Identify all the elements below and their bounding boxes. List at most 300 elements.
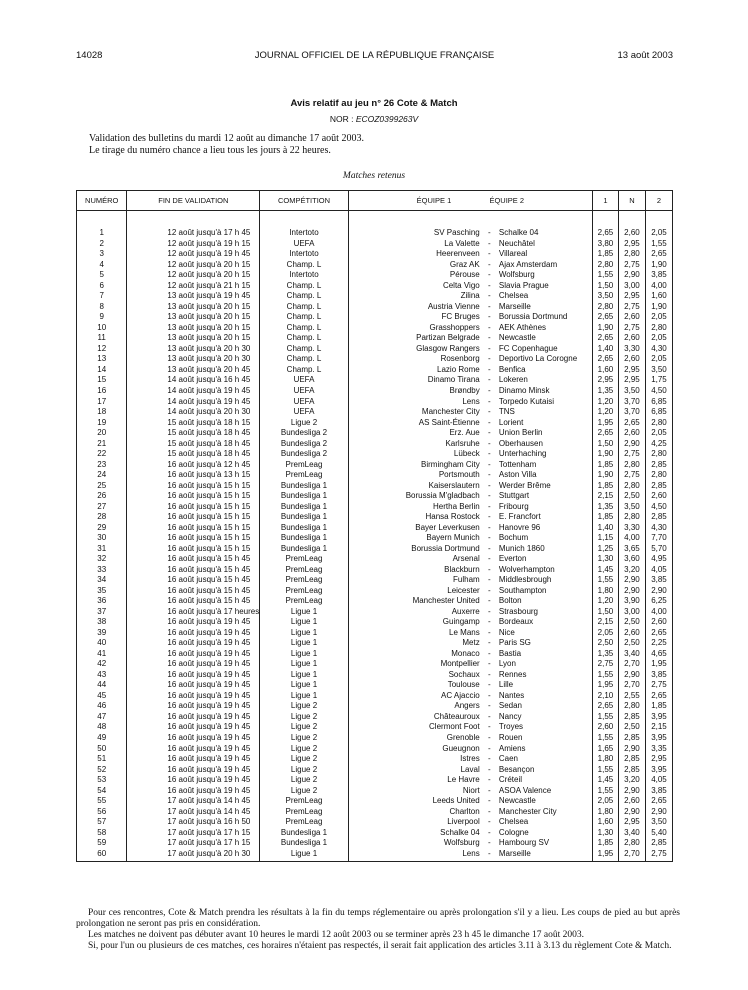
team-separator: - (487, 354, 491, 364)
match-number: 15 (77, 375, 127, 386)
odds-1: 2,05 (592, 628, 618, 639)
team-separator: - (487, 322, 491, 332)
team-separator: - (487, 364, 491, 374)
competition: PremLeag (260, 817, 349, 828)
team-separator: - (487, 491, 491, 501)
competition: PremLeag (260, 586, 349, 597)
competition: Ligue 1 (260, 659, 349, 670)
validation-deadline: 12 août jusqu'à 20 h 15 (127, 260, 260, 271)
match-number: 4 (77, 260, 127, 271)
competition: PremLeag (260, 575, 349, 586)
odds-2: 2,60 (645, 491, 672, 502)
odds-2: 6,25 (645, 596, 672, 607)
table-row (77, 554, 673, 565)
match-number: 43 (77, 670, 127, 681)
team-1: FC Bruges (348, 312, 483, 323)
odds-2: 2,65 (645, 628, 672, 639)
match-number: 52 (77, 764, 127, 775)
competition: UEFA (260, 375, 349, 386)
validation-deadline: 16 août jusqu'à 15 h 15 (127, 512, 260, 523)
odds-n: 2,80 (618, 249, 645, 260)
odds-1: 1,55 (592, 785, 618, 796)
validation-deadline: 14 août jusqu'à 19 h 45 (127, 396, 260, 407)
team-1: Borussia M'gladbach (348, 491, 483, 502)
table-row (77, 827, 673, 838)
team-1: Leeds United (348, 796, 483, 807)
odds-1: 1,20 (592, 596, 618, 607)
odds-2: 2,05 (645, 333, 672, 344)
table-row (77, 449, 673, 460)
odds-n: 2,95 (618, 291, 645, 302)
team-2: Caen (495, 754, 593, 765)
odds-1: 1,80 (592, 754, 618, 765)
odds-2: 3,50 (645, 365, 672, 376)
validation-deadline: 16 août jusqu'à 19 h 45 (127, 733, 260, 744)
odds-1: 1,80 (592, 806, 618, 817)
odds-2: 2,90 (645, 586, 672, 597)
team-separator: - (487, 659, 491, 669)
odds-n: 3,90 (618, 596, 645, 607)
odds-n: 3,40 (618, 827, 645, 838)
odds-1: 1,50 (592, 607, 618, 618)
team-1: Portsmouth (348, 470, 483, 481)
odds-2: 1,60 (645, 291, 672, 302)
team-separator: - (487, 754, 491, 764)
team-separator: - (487, 585, 491, 595)
validation-deadline: 17 août jusqu'à 17 h 15 (127, 827, 260, 838)
competition: Ligue 2 (260, 701, 349, 712)
team-1: Graz AK (348, 260, 483, 271)
odds-2: 4,00 (645, 607, 672, 618)
competition: Champ. L (260, 302, 349, 313)
odds-n: 2,90 (618, 785, 645, 796)
validation-deadline: 17 août jusqu'à 14 h 45 (127, 806, 260, 817)
team-1: Partizan Belgrade (348, 333, 483, 344)
team-2: Union Berlin (495, 428, 593, 439)
team-2: Ajax Amsterdam (495, 260, 593, 271)
table-row (77, 764, 673, 775)
competition: Ligue 2 (260, 712, 349, 723)
table-row (77, 565, 673, 576)
odds-n: 2,70 (618, 848, 645, 861)
competition: Ligue 2 (260, 733, 349, 744)
odds-n: 3,00 (618, 281, 645, 292)
table-row (77, 344, 673, 355)
match-number: 48 (77, 722, 127, 733)
team-separator: - (487, 385, 491, 395)
team-2: Bordeaux (495, 617, 593, 628)
odds-n: 2,75 (618, 449, 645, 460)
odds-n: 2,80 (618, 459, 645, 470)
team-1: Lens (348, 848, 483, 861)
table-row (77, 838, 673, 849)
team-2: Werder Brême (495, 480, 593, 491)
team-separator: - (487, 596, 491, 606)
col-header-numero: NUMÉRO (77, 191, 127, 211)
team-1: Karlsruhe (348, 438, 483, 449)
team-separator: - (487, 438, 491, 448)
competition: Ligue 2 (260, 417, 349, 428)
odds-n: 3,40 (618, 649, 645, 660)
validation-deadline: 16 août jusqu'à 19 h 45 (127, 785, 260, 796)
competition: Champ. L (260, 291, 349, 302)
table-row (77, 438, 673, 449)
odds-n: 2,60 (618, 354, 645, 365)
team-2: E. Francfort (495, 512, 593, 523)
team-separator: - (487, 480, 491, 490)
team-2: Oberhausen (495, 438, 593, 449)
table-row (77, 617, 673, 628)
table-row (77, 628, 673, 639)
team-1: Wolfsburg (348, 838, 483, 849)
odds-1: 2,65 (592, 701, 618, 712)
match-number: 16 (77, 386, 127, 397)
odds-1: 1,40 (592, 344, 618, 355)
team-2: Marseille (495, 302, 593, 313)
team-1: Manchester United (348, 596, 483, 607)
table-row (77, 407, 673, 418)
validation-deadline: 16 août jusqu'à 15 h 15 (127, 543, 260, 554)
team-1: Zilina (348, 291, 483, 302)
table-row (77, 586, 673, 597)
odds-2: 2,65 (645, 691, 672, 702)
team-separator: - (487, 428, 491, 438)
odds-n: 2,80 (618, 512, 645, 523)
odds-n: 2,80 (618, 701, 645, 712)
odds-n: 2,90 (618, 575, 645, 586)
table-row (77, 848, 673, 861)
match-number: 30 (77, 533, 127, 544)
team-2: Besançon (495, 764, 593, 775)
validation-deadline: 13 août jusqu'à 20 h 15 (127, 333, 260, 344)
intro-line: Validation des bulletins du mardi 12 août au dimanche 17 août 2003. (89, 133, 364, 144)
team-2: Lokeren (495, 375, 593, 386)
match-number: 6 (77, 281, 127, 292)
validation-deadline: 16 août jusqu'à 19 h 45 (127, 764, 260, 775)
team-separator: - (487, 627, 491, 637)
competition: Bundesliga 1 (260, 827, 349, 838)
competition: Bundesliga 1 (260, 480, 349, 491)
odds-2: 4,65 (645, 649, 672, 660)
odds-1: 2,50 (592, 638, 618, 649)
odds-n: 2,85 (618, 733, 645, 744)
odds-n: 3,70 (618, 407, 645, 418)
odds-n: 2,70 (618, 680, 645, 691)
team-separator: - (487, 270, 491, 280)
odds-2: 2,80 (645, 323, 672, 334)
competition: Ligue 1 (260, 680, 349, 691)
team-1: Laval (348, 764, 483, 775)
table-row (77, 396, 673, 407)
validation-deadline: 16 août jusqu'à 19 h 45 (127, 680, 260, 691)
competition: Ligue 1 (260, 670, 349, 681)
odds-1: 1,30 (592, 554, 618, 565)
match-number: 23 (77, 459, 127, 470)
team-separator: - (487, 796, 491, 806)
team-separator: - (487, 238, 491, 248)
team-2: Bastia (495, 649, 593, 660)
table-row (77, 733, 673, 744)
odds-1: 1,95 (592, 680, 618, 691)
validation-deadline: 13 août jusqu'à 20 h 45 (127, 365, 260, 376)
matches-table-body (77, 211, 673, 862)
team-separator: - (487, 312, 491, 322)
validation-deadline: 14 août jusqu'à 16 h 45 (127, 375, 260, 386)
odds-2: 6,85 (645, 407, 672, 418)
odds-2: 4,30 (645, 344, 672, 355)
validation-deadline: 17 août jusqu'à 16 h 50 (127, 817, 260, 828)
odds-2: 1,95 (645, 659, 672, 670)
odds-2: 2,90 (645, 806, 672, 817)
odds-2: 2,95 (645, 754, 672, 765)
odds-n: 2,75 (618, 470, 645, 481)
team-1: Bayer Leverkusen (348, 522, 483, 533)
match-number: 14 (77, 365, 127, 376)
odds-1: 2,65 (592, 428, 618, 439)
odds-n: 2,90 (618, 806, 645, 817)
table-row (77, 491, 673, 502)
table-row (77, 291, 673, 302)
team-1: Erz. Aue (348, 428, 483, 439)
validation-deadline: 16 août jusqu'à 15 h 15 (127, 522, 260, 533)
odds-2: 1,90 (645, 260, 672, 271)
table-row (77, 312, 673, 323)
team-2: Everton (495, 554, 593, 565)
odds-n: 2,85 (618, 764, 645, 775)
odds-n: 3,30 (618, 522, 645, 533)
odds-2: 3,85 (645, 785, 672, 796)
team-1: Fulham (348, 575, 483, 586)
odds-2: 2,85 (645, 459, 672, 470)
odds-1: 1,20 (592, 407, 618, 418)
col-header-equipe-1: ÉQUIPE 1 (416, 196, 452, 205)
team-1: Arsenal (348, 554, 483, 565)
table-row (77, 712, 673, 723)
table-row (77, 512, 673, 523)
odds-n: 2,95 (618, 239, 645, 250)
odds-2: 4,00 (645, 281, 672, 292)
table-row (77, 375, 673, 386)
team-1: Celta Vigo (348, 281, 483, 292)
competition: PremLeag (260, 565, 349, 576)
competition: Bundesliga 1 (260, 522, 349, 533)
team-1: Guingamp (348, 617, 483, 628)
odds-1: 1,90 (592, 449, 618, 460)
team-1: Birmingham City (348, 459, 483, 470)
competition: UEFA (260, 386, 349, 397)
table-row (77, 691, 673, 702)
validation-deadline: 14 août jusqu'à 20 h 30 (127, 407, 260, 418)
competition: Ligue 2 (260, 775, 349, 786)
match-number: 11 (77, 333, 127, 344)
team-separator: - (487, 470, 491, 480)
team-separator: - (487, 259, 491, 269)
odds-n: 2,55 (618, 691, 645, 702)
team-2: Villareal (495, 249, 593, 260)
team-separator: - (487, 417, 491, 427)
match-number: 26 (77, 491, 127, 502)
team-1: Angers (348, 701, 483, 712)
match-number: 24 (77, 470, 127, 481)
match-number: 19 (77, 417, 127, 428)
competition: Ligue 1 (260, 607, 349, 618)
team-separator: - (484, 848, 495, 861)
competition: Ligue 2 (260, 722, 349, 733)
odds-n: 2,75 (618, 323, 645, 334)
odds-1: 1,35 (592, 649, 618, 660)
match-number: 8 (77, 302, 127, 313)
table-row (77, 470, 673, 481)
competition: Bundesliga 2 (260, 438, 349, 449)
odds-n: 3,20 (618, 775, 645, 786)
competition: Ligue 2 (260, 754, 349, 765)
competition: Ligue 2 (260, 743, 349, 754)
odds-2: 4,50 (645, 386, 672, 397)
odds-1: 2,80 (592, 260, 618, 271)
odds-n: 2,95 (618, 817, 645, 828)
odds-n: 2,75 (618, 302, 645, 313)
validation-deadline: 16 août jusqu'à 15 h 45 (127, 565, 260, 576)
competition: PremLeag (260, 459, 349, 470)
table-row (77, 365, 673, 376)
col-header-odds-n: N (618, 191, 645, 211)
odds-2: 2,15 (645, 722, 672, 733)
match-number: 7 (77, 291, 127, 302)
odds-2: 2,60 (645, 617, 672, 628)
match-number: 56 (77, 806, 127, 817)
odds-1: 2,65 (592, 211, 618, 239)
footer-paragraph: Si, pour l'un ou plusieurs de ces matches, ces horaires n'étaient pas respectés, il serait fait application des articles 3.11 à 3.13 du règlement Cote & Match. (88, 941, 672, 951)
table-row (77, 596, 673, 607)
team-2: Aston Villa (495, 470, 593, 481)
team-1: Lübeck (348, 449, 483, 460)
odds-1: 1,85 (592, 480, 618, 491)
odds-1: 1,50 (592, 438, 618, 449)
team-2: Newcastle (495, 796, 593, 807)
table-row (77, 501, 673, 512)
odds-1: 1,85 (592, 512, 618, 523)
team-2: AEK Athènes (495, 323, 593, 334)
team-separator: - (487, 343, 491, 353)
odds-1: 1,90 (592, 323, 618, 334)
match-number: 57 (77, 817, 127, 828)
team-separator: - (487, 701, 491, 711)
team-2: Chelsea (495, 817, 593, 828)
odds-2: 2,65 (645, 796, 672, 807)
odds-n: 2,85 (618, 754, 645, 765)
team-separator: - (487, 817, 491, 827)
team-2: Wolverhampton (495, 565, 593, 576)
match-number: 13 (77, 354, 127, 365)
table-row (77, 281, 673, 292)
table-row (77, 428, 673, 439)
team-separator: - (487, 543, 491, 553)
match-number: 39 (77, 628, 127, 639)
team-2: Slavia Prague (495, 281, 593, 292)
odds-1: 2,05 (592, 796, 618, 807)
odds-n: 2,50 (618, 617, 645, 628)
team-separator: - (487, 638, 491, 648)
table-row (77, 417, 673, 428)
team-1: Châteauroux (348, 712, 483, 723)
competition: PremLeag (260, 596, 349, 607)
validation-deadline: 15 août jusqu'à 18 h 45 (127, 428, 260, 439)
competition: UEFA (260, 407, 349, 418)
odds-2: 2,65 (645, 249, 672, 260)
odds-n: 2,60 (618, 333, 645, 344)
table-row (77, 270, 673, 281)
odds-1: 1,90 (592, 470, 618, 481)
match-number: 41 (77, 649, 127, 660)
odds-n: 2,60 (618, 628, 645, 639)
odds-2: 1,90 (645, 302, 672, 313)
competition: Bundesliga 1 (260, 543, 349, 554)
match-number: 32 (77, 554, 127, 565)
team-separator: - (487, 648, 491, 658)
team-1: Hansa Rostock (348, 512, 483, 523)
validation-deadline: 16 août jusqu'à 19 h 45 (127, 691, 260, 702)
odds-n: 2,50 (618, 638, 645, 649)
odds-1: 2,65 (592, 333, 618, 344)
validation-deadline: 13 août jusqu'à 19 h 45 (127, 291, 260, 302)
team-separator: - (487, 669, 491, 679)
team-separator: - (487, 733, 491, 742)
team-separator: - (487, 838, 491, 848)
competition: PremLeag (260, 470, 349, 481)
team-2: Créteil (495, 775, 593, 786)
team-separator: - (487, 785, 491, 795)
team-1: Bayern Munich (348, 533, 483, 544)
match-number: 44 (77, 680, 127, 691)
validation-deadline: 16 août jusqu'à 19 h 45 (127, 670, 260, 681)
nor-reference (0, 114, 748, 124)
team-separator: - (487, 564, 491, 574)
page-header (76, 50, 673, 64)
table-row (77, 459, 673, 470)
match-number: 3 (77, 249, 127, 260)
competition: PremLeag (260, 554, 349, 565)
competition: Ligue 2 (260, 785, 349, 796)
odds-2: 1,85 (645, 701, 672, 712)
odds-n: 2,80 (618, 480, 645, 491)
odds-1: 1,85 (592, 459, 618, 470)
team-separator: - (487, 690, 491, 700)
validation-deadline: 12 août jusqu'à 19 h 15 (127, 239, 260, 250)
table-row (77, 354, 673, 365)
competition: Ligue 1 (260, 848, 349, 861)
match-number: 5 (77, 270, 127, 281)
odds-n: 2,60 (618, 428, 645, 439)
odds-1: 2,65 (592, 312, 618, 323)
team-1: Auxerre (348, 607, 483, 618)
odds-1: 1,50 (592, 281, 618, 292)
team-1: Kaiserslautern (348, 480, 483, 491)
team-1: Niort (348, 785, 483, 796)
team-separator: - (487, 375, 491, 385)
odds-1: 2,15 (592, 617, 618, 628)
validation-deadline: 17 août jusqu'à 20 h 30 (127, 848, 260, 861)
table-row (77, 522, 673, 533)
odds-1: 1,35 (592, 501, 618, 512)
odds-n: 2,80 (618, 838, 645, 849)
match-number: 38 (77, 617, 127, 628)
validation-deadline: 16 août jusqu'à 19 h 45 (127, 628, 260, 639)
odds-2: 2,25 (645, 638, 672, 649)
team-2: ASOA Valence (495, 785, 593, 796)
odds-1: 1,55 (592, 670, 618, 681)
competition: UEFA (260, 239, 349, 250)
team-1: Brøndby (348, 386, 483, 397)
